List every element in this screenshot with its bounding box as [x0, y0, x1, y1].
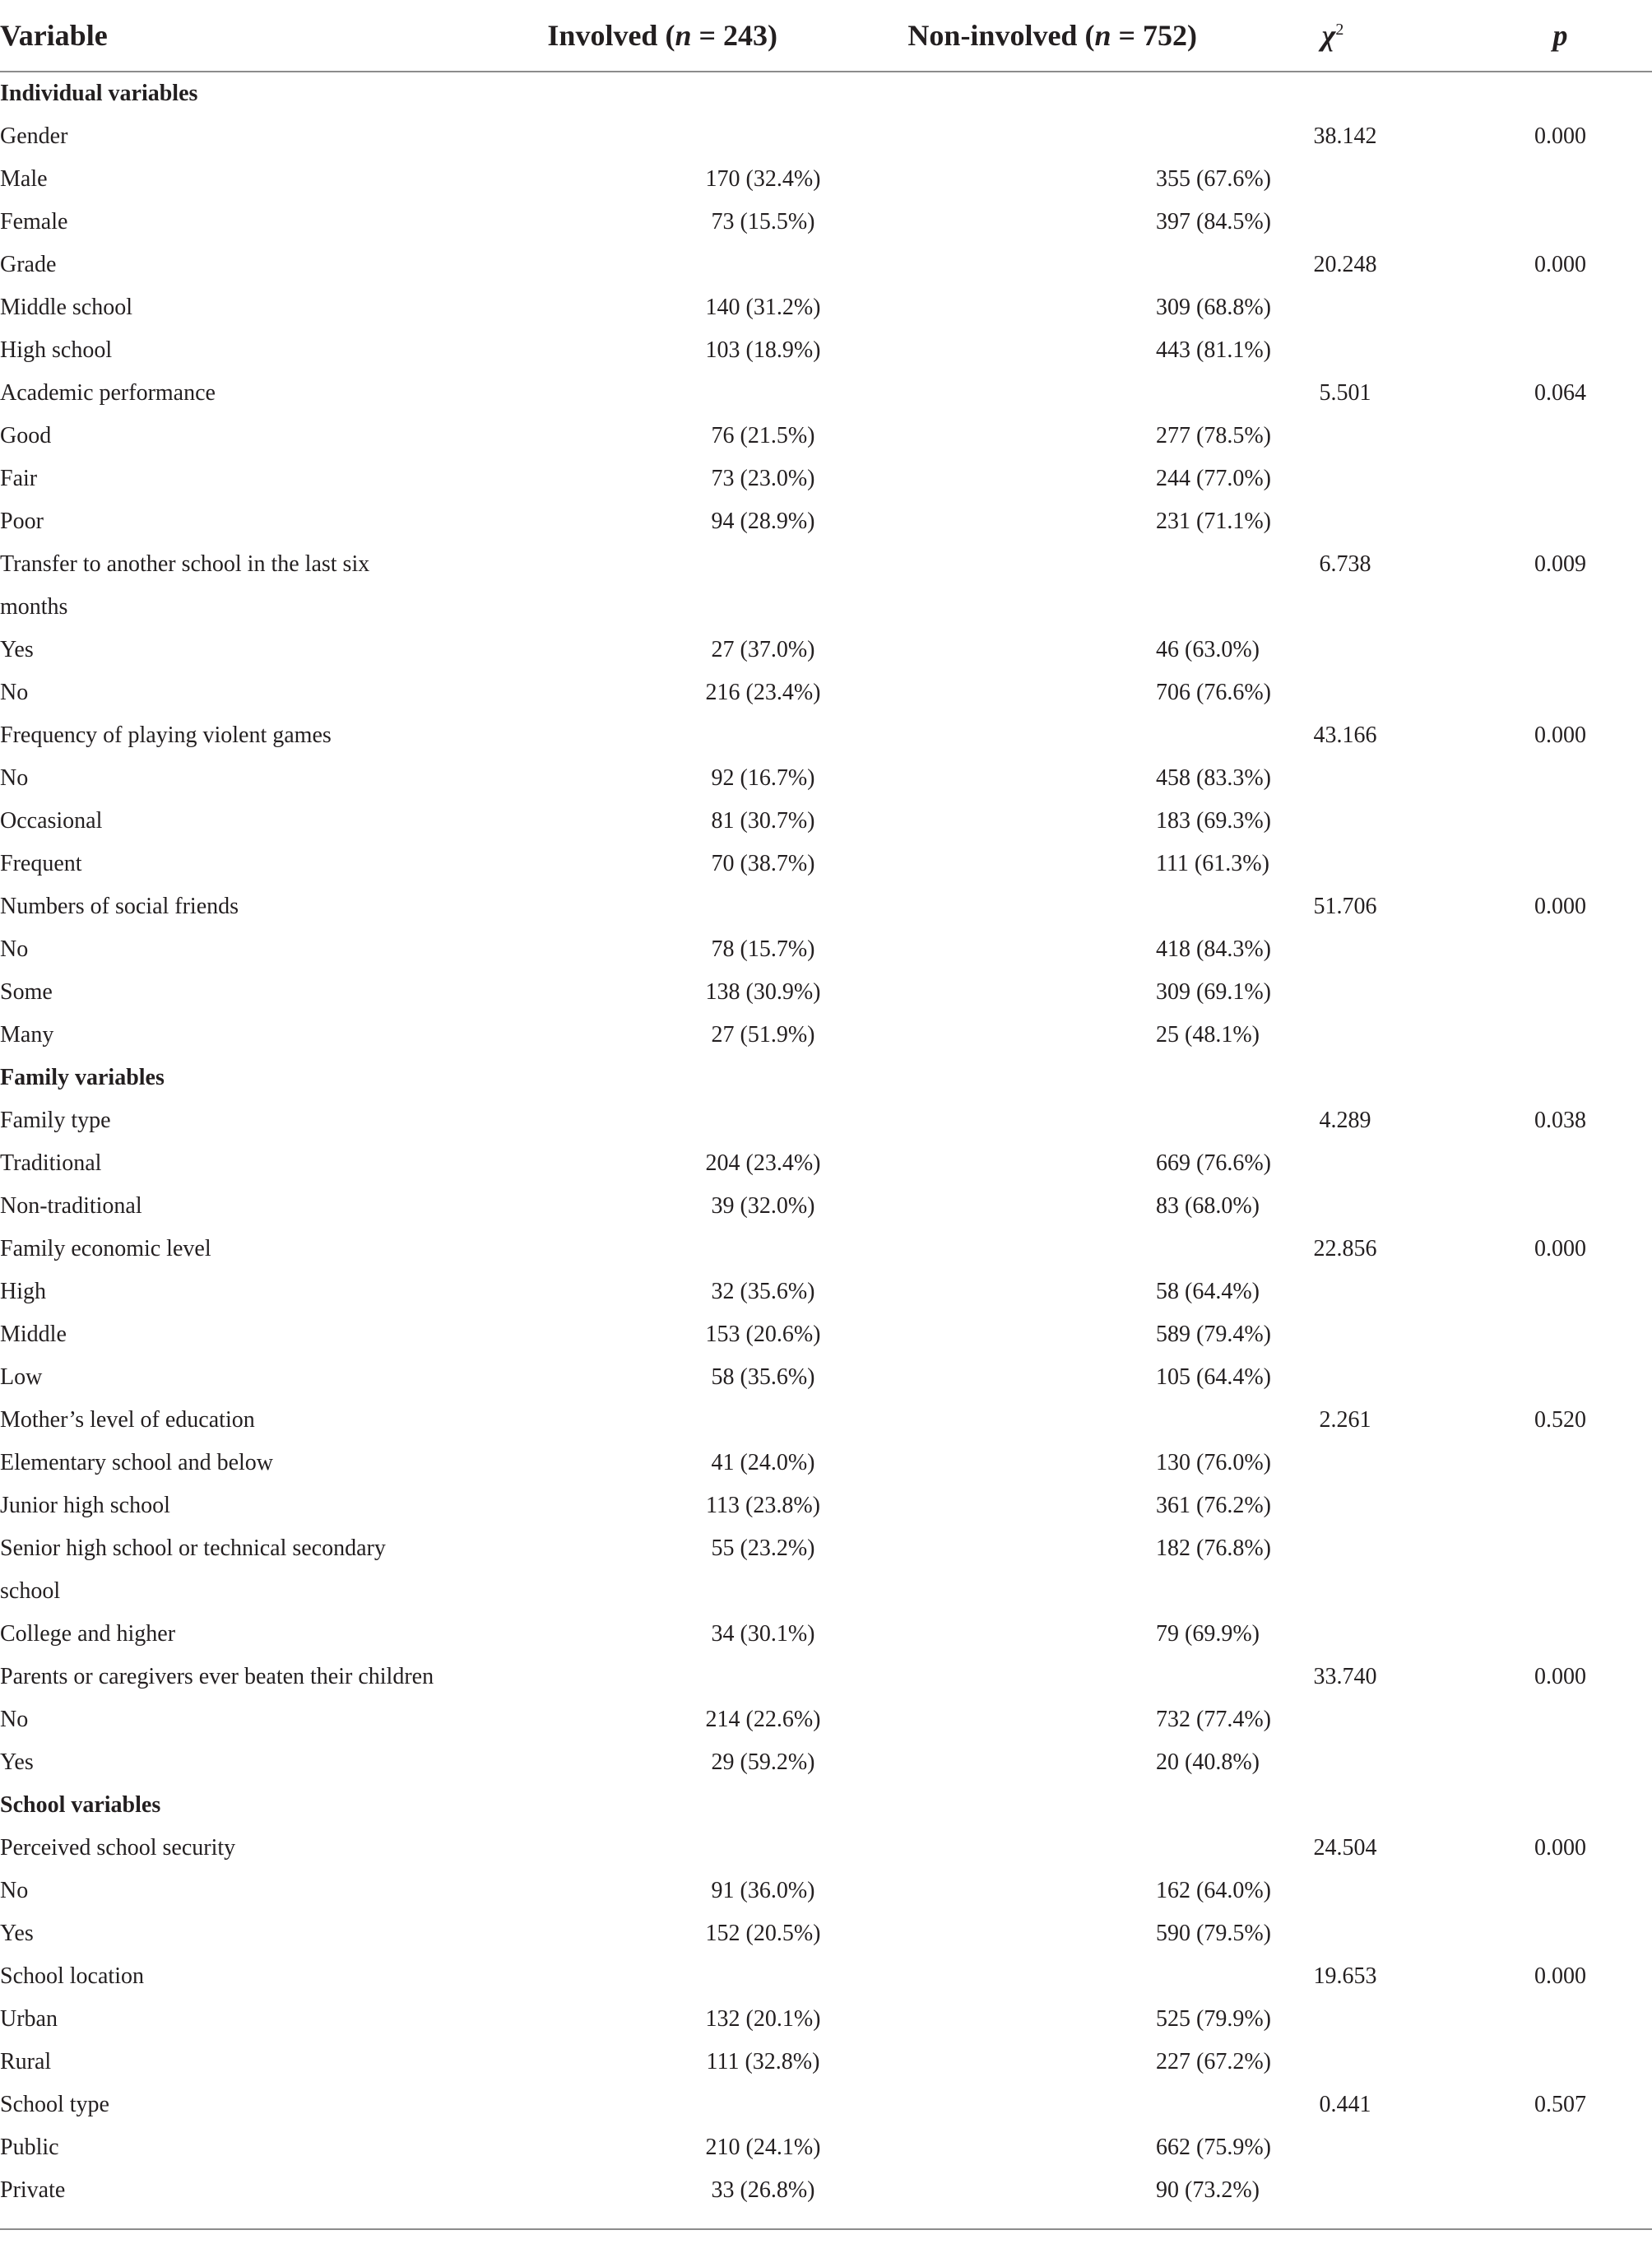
cell-chi-square: 51.706 [1313, 894, 1377, 919]
cell-p-value [1436, 928, 1652, 971]
cell-variable: Fair [0, 466, 38, 491]
cell-involved: 73 (23.0%) [711, 466, 815, 491]
cell-involved [461, 543, 868, 586]
cell-involved: 204 (23.4%) [705, 1150, 821, 1176]
cell-involved [461, 372, 868, 415]
cell-involved [461, 1827, 868, 1870]
cell-p-value [1436, 1613, 1652, 1656]
cell-variable: Frequency of playing violent games [0, 722, 332, 748]
cell-noninvolved: 418 (84.3%) [1156, 936, 1271, 962]
header-involved-label: Involved ( [547, 19, 675, 52]
cell-variable: Rural [0, 2049, 52, 2074]
cell-noninvolved: 355 (67.6%) [1156, 166, 1271, 192]
cell-chi-square [1197, 586, 1436, 629]
cell-variable: High [0, 1279, 46, 1304]
cell-p-value [1436, 286, 1652, 329]
table-row [0, 629, 1652, 671]
table-row [0, 286, 1652, 329]
cell-variable: Frequent [0, 851, 82, 876]
cell-variable: Parents or caregivers ever beaten their children [0, 1664, 434, 1689]
section-header-row [0, 1784, 1652, 1827]
table-bottom-rule [0, 2228, 1652, 2230]
cell-noninvolved [868, 1399, 1197, 1442]
table-row [0, 1998, 1652, 2041]
table-row [0, 1827, 1652, 1870]
cell-variable: No [0, 765, 29, 791]
table-row [0, 372, 1652, 415]
cell-p-value: 0.000 [1534, 722, 1586, 748]
cell-variable: Gender [0, 123, 68, 149]
cell-noninvolved: 83 (68.0%) [1156, 1193, 1260, 1219]
cell-involved: 113 (23.8%) [706, 1493, 820, 1518]
cell-p-value [1436, 1271, 1652, 1313]
cell-involved: 41 (24.0%) [711, 1450, 815, 1475]
cell-involved: 132 (20.1%) [705, 2006, 821, 2032]
cell-p-value [1436, 72, 1652, 115]
cell-involved [461, 1057, 868, 1099]
cell-noninvolved [868, 1827, 1197, 1870]
cell-chi-square [1197, 1784, 1436, 1827]
cell-noninvolved: 589 (79.4%) [1156, 1322, 1271, 1347]
cell-involved: 103 (18.9%) [705, 337, 821, 363]
cell-p-value: 0.064 [1534, 380, 1586, 406]
cell-chi-square: 38.142 [1313, 123, 1377, 149]
cell-involved [461, 586, 868, 629]
cell-p-value: 0.000 [1534, 123, 1586, 149]
cell-p-value [1436, 1698, 1652, 1741]
cell-p-value [1436, 2126, 1652, 2169]
cell-variable: No [0, 936, 29, 962]
cell-involved: 70 (38.7%) [711, 851, 815, 876]
cell-p-value [1436, 415, 1652, 458]
header-variable: Variable [0, 0, 461, 72]
cell-noninvolved: 277 (78.5%) [1156, 423, 1271, 448]
cell-involved: 214 (22.6%) [705, 1707, 821, 1732]
cell-variable: School location [0, 1963, 144, 1989]
cell-variable: Grade [0, 252, 57, 277]
cell-noninvolved [868, 714, 1197, 757]
cell-variable: Good [0, 423, 52, 448]
cell-variable: Male [0, 166, 48, 192]
cell-involved: 138 (30.9%) [705, 979, 821, 1005]
cell-p-value: 0.038 [1534, 1108, 1586, 1133]
cell-variable: Individual variables [0, 81, 198, 106]
cell-involved [461, 2084, 868, 2126]
cell-noninvolved: 231 (71.1%) [1156, 509, 1271, 534]
cell-involved: 216 (23.4%) [705, 680, 821, 705]
cell-involved [461, 1784, 868, 1827]
table-row [0, 1912, 1652, 1955]
cell-chi-square: 19.653 [1313, 1963, 1377, 1989]
header-involved-count: = 243) [691, 19, 777, 52]
cell-variable: Occasional [0, 808, 103, 834]
cell-noninvolved: 361 (76.2%) [1156, 1493, 1271, 1518]
cell-noninvolved: 58 (64.4%) [1156, 1279, 1260, 1304]
cell-variable: Perceived school security [0, 1835, 236, 1861]
table-row [0, 2041, 1652, 2084]
cell-p-value [1436, 1998, 1652, 2041]
cell-chi-square: 6.738 [1319, 551, 1371, 577]
cell-involved [461, 885, 868, 928]
table-row [0, 1014, 1652, 1057]
cell-variable: Family variables [0, 1065, 165, 1090]
header-p-value [1436, 0, 1652, 72]
cell-noninvolved [868, 1057, 1197, 1099]
cell-noninvolved: 20 (40.8%) [1156, 1749, 1260, 1775]
cell-chi-square [1197, 72, 1436, 115]
cell-noninvolved: 309 (69.1%) [1156, 979, 1271, 1005]
cell-variable: High school [0, 337, 113, 363]
cell-p-value [1436, 500, 1652, 543]
cell-involved [461, 72, 868, 115]
cell-noninvolved: 732 (77.4%) [1156, 1707, 1271, 1732]
table-row [0, 1484, 1652, 1527]
cell-involved [461, 1656, 868, 1698]
cell-p-value [1436, 1484, 1652, 1527]
header-involved-n: n [675, 19, 692, 52]
cell-involved: 81 (30.7%) [711, 808, 815, 834]
cell-p-value [1436, 1870, 1652, 1912]
cell-noninvolved: 309 (68.8%) [1156, 295, 1271, 320]
cell-involved: 140 (31.2%) [705, 295, 821, 320]
cell-variable: Some [0, 979, 53, 1005]
table-row [0, 1527, 1652, 1570]
cell-noninvolved [868, 72, 1197, 115]
cell-involved: 92 (16.7%) [711, 765, 815, 791]
cell-variable: Poor [0, 509, 44, 534]
header-noninvolved-label: Non-involved ( [907, 19, 1095, 52]
cell-variable: Mother’s level of education [0, 1407, 255, 1433]
cell-involved [461, 1099, 868, 1142]
cell-involved: 58 (35.6%) [711, 1364, 815, 1390]
table-row [0, 928, 1652, 971]
cell-noninvolved: 244 (77.0%) [1156, 466, 1271, 491]
cell-variable: Middle [0, 1322, 67, 1347]
cell-involved [461, 1570, 868, 1613]
section-header-row [0, 72, 1652, 115]
cell-noninvolved [868, 1228, 1197, 1271]
table-row [0, 158, 1652, 201]
cell-variable: months [0, 594, 68, 620]
cell-variable: Female [0, 209, 68, 235]
cell-noninvolved: 590 (79.5%) [1156, 1921, 1271, 1946]
cell-noninvolved: 162 (64.0%) [1156, 1878, 1271, 1903]
table-row [0, 1870, 1652, 1912]
cell-p-value [1436, 1057, 1652, 1099]
cell-p-value [1436, 1912, 1652, 1955]
cell-involved: 33 (26.8%) [711, 2177, 815, 2203]
cell-p-value: 0.000 [1534, 252, 1586, 277]
cell-variable: Family type [0, 1108, 111, 1133]
cell-noninvolved [868, 1099, 1197, 1142]
cell-variable: Numbers of social friends [0, 894, 239, 919]
table-row [0, 458, 1652, 500]
cell-noninvolved [868, 115, 1197, 158]
cell-chi-square: 4.289 [1319, 1108, 1371, 1133]
cell-involved: 34 (30.1%) [711, 1621, 815, 1647]
table-row [0, 1271, 1652, 1313]
cell-chi-square: 24.504 [1313, 1835, 1377, 1861]
cell-variable: College and higher [0, 1621, 176, 1647]
cell-involved: 32 (35.6%) [711, 1279, 815, 1304]
cell-involved: 55 (23.2%) [711, 1535, 815, 1561]
cell-involved [461, 1955, 868, 1998]
cell-p-value [1436, 201, 1652, 244]
table-row [0, 1142, 1652, 1185]
table-row [0, 586, 1652, 629]
table-row [0, 714, 1652, 757]
cell-p-value: 0.000 [1534, 1236, 1586, 1261]
table-row [0, 1570, 1652, 1613]
cell-p-value [1436, 2041, 1652, 2084]
table-row [0, 1399, 1652, 1442]
cell-noninvolved [868, 372, 1197, 415]
cell-noninvolved: 662 (75.9%) [1156, 2135, 1271, 2160]
table-row [0, 415, 1652, 458]
cell-p-value [1436, 757, 1652, 800]
cell-p-value: 0.507 [1534, 2092, 1586, 2117]
cell-involved: 27 (51.9%) [711, 1022, 815, 1048]
table-row [0, 1613, 1652, 1656]
table-row [0, 1356, 1652, 1399]
cell-involved: 152 (20.5%) [705, 1921, 821, 1946]
cell-p-value [1436, 1527, 1652, 1570]
cell-involved [461, 1399, 868, 1442]
cell-noninvolved: 397 (84.5%) [1156, 209, 1271, 235]
cell-variable: Low [0, 1364, 43, 1390]
cell-p-value [1436, 1442, 1652, 1484]
cell-p-value: 0.000 [1534, 894, 1586, 919]
cell-chi-square: 43.166 [1313, 722, 1377, 748]
cell-noninvolved [868, 1784, 1197, 1827]
cell-chi-square: 0.441 [1319, 2092, 1371, 2117]
cell-chi-square: 5.501 [1319, 380, 1371, 406]
table-row [0, 2084, 1652, 2126]
cell-noninvolved [868, 885, 1197, 928]
cell-p-value [1436, 1185, 1652, 1228]
cell-variable: Yes [0, 1921, 34, 1946]
cell-p-value [1436, 1142, 1652, 1185]
cell-p-value [1436, 1570, 1652, 1613]
table-row [0, 671, 1652, 714]
cell-p-value [1436, 586, 1652, 629]
cell-involved: 210 (24.1%) [705, 2135, 821, 2160]
cell-noninvolved [868, 586, 1197, 629]
table-row [0, 1741, 1652, 1784]
cell-chi-square: 33.740 [1313, 1664, 1377, 1689]
cell-p-value: 0.000 [1534, 1963, 1586, 1989]
cell-involved: 153 (20.6%) [705, 1322, 821, 1347]
cell-noninvolved: 105 (64.4%) [1156, 1364, 1271, 1390]
cell-involved: 29 (59.2%) [711, 1749, 815, 1775]
cell-noninvolved [868, 543, 1197, 586]
cell-chi-square: 20.248 [1313, 252, 1377, 277]
cell-p-value: 0.009 [1534, 551, 1586, 577]
cell-variable: No [0, 1707, 29, 1732]
table-row [0, 800, 1652, 843]
cell-noninvolved: 46 (63.0%) [1156, 637, 1260, 662]
header-p-symbol: p [1552, 19, 1568, 52]
table-row [0, 115, 1652, 158]
cell-noninvolved: 183 (69.3%) [1156, 808, 1271, 834]
cell-variable: Transfer to another school in the last six [0, 551, 370, 577]
cell-noninvolved: 25 (48.1%) [1156, 1022, 1260, 1048]
cell-variable: School variables [0, 1792, 161, 1818]
cell-involved: 94 (28.9%) [711, 509, 815, 534]
cell-p-value: 0.520 [1534, 1407, 1586, 1433]
cell-p-value [1436, 629, 1652, 671]
cell-p-value [1436, 971, 1652, 1014]
cell-p-value: 0.000 [1534, 1664, 1586, 1689]
cell-involved [461, 714, 868, 757]
cell-chi-square [1197, 1057, 1436, 1099]
cell-variable: Family economic level [0, 1236, 211, 1261]
table-header-row [0, 0, 1652, 72]
cell-involved: 78 (15.7%) [711, 936, 815, 962]
table-row [0, 500, 1652, 543]
table-row [0, 244, 1652, 286]
cell-p-value [1436, 458, 1652, 500]
table-row [0, 757, 1652, 800]
cell-involved: 73 (15.5%) [711, 209, 815, 235]
cell-variable: Academic performance [0, 380, 216, 406]
section-header-row [0, 1057, 1652, 1099]
cell-noninvolved: 458 (83.3%) [1156, 765, 1271, 791]
cell-p-value [1436, 329, 1652, 372]
header-involved [461, 0, 868, 72]
cell-noninvolved: 182 (76.8%) [1156, 1535, 1271, 1561]
cell-p-value [1436, 671, 1652, 714]
table-row [0, 885, 1652, 928]
table-row [0, 543, 1652, 586]
cell-p-value [1436, 843, 1652, 885]
cell-noninvolved: 706 (76.6%) [1156, 680, 1271, 705]
cell-noninvolved [868, 2084, 1197, 2126]
cell-noninvolved [868, 244, 1197, 286]
cell-chi-square: 2.261 [1319, 1407, 1371, 1433]
header-noninvolved [868, 0, 1197, 72]
cell-noninvolved: 525 (79.9%) [1156, 2006, 1271, 2032]
table-row [0, 971, 1652, 1014]
cell-involved: 91 (36.0%) [711, 1878, 815, 1903]
cell-chi-square [1197, 1570, 1436, 1613]
cell-p-value [1436, 1313, 1652, 1356]
table-row [0, 1442, 1652, 1484]
cell-variable: Senior high school or technical secondary [0, 1535, 386, 1561]
header-noninvolved-count: = 752) [1111, 19, 1197, 52]
header-chi-square [1197, 0, 1436, 72]
cell-involved: 27 (37.0%) [711, 637, 815, 662]
cell-involved [461, 244, 868, 286]
cell-p-value [1436, 800, 1652, 843]
cell-variable: Yes [0, 1749, 34, 1775]
cell-p-value [1436, 1014, 1652, 1057]
cell-p-value [1436, 1356, 1652, 1399]
table-row [0, 2169, 1652, 2212]
cell-noninvolved [868, 1656, 1197, 1698]
cell-noninvolved: 79 (69.9%) [1156, 1621, 1260, 1647]
cell-variable: Elementary school and below [0, 1450, 274, 1475]
header-noninvolved-n: n [1094, 19, 1111, 52]
cell-involved: 76 (21.5%) [711, 423, 815, 448]
cell-involved: 39 (32.0%) [711, 1193, 815, 1219]
table-row [0, 2126, 1652, 2169]
table-row [0, 1955, 1652, 1998]
cell-variable: Non-traditional [0, 1193, 142, 1219]
cell-variable: Urban [0, 2006, 58, 2032]
cell-variable: Middle school [0, 295, 132, 320]
cell-involved [461, 1228, 868, 1271]
cell-noninvolved: 130 (76.0%) [1156, 1450, 1271, 1475]
cell-variable: No [0, 1878, 29, 1903]
cell-noninvolved: 227 (67.2%) [1156, 2049, 1271, 2074]
table-body [0, 72, 1652, 2212]
cell-variable: Traditional [0, 1150, 102, 1176]
cell-p-value [1436, 2169, 1652, 2212]
cell-involved: 111 (32.8%) [706, 2049, 820, 2074]
cell-p-value [1436, 158, 1652, 201]
cell-noninvolved: 90 (73.2%) [1156, 2177, 1260, 2203]
cell-p-value [1436, 1741, 1652, 1784]
table-row [0, 1185, 1652, 1228]
table-row [0, 1313, 1652, 1356]
cell-variable: Junior high school [0, 1493, 170, 1518]
cell-p-value [1436, 1784, 1652, 1827]
table-row [0, 1099, 1652, 1142]
cell-variable: School type [0, 2092, 109, 2117]
cell-p-value: 0.000 [1534, 1835, 1586, 1861]
cell-noninvolved [868, 1955, 1197, 1998]
cell-variable: Private [0, 2177, 66, 2203]
table-row [0, 201, 1652, 244]
cell-variable: Yes [0, 637, 34, 662]
cell-noninvolved: 443 (81.1%) [1156, 337, 1271, 363]
cell-noninvolved [868, 1570, 1197, 1613]
cell-variable: Many [0, 1022, 54, 1048]
cell-noninvolved: 669 (76.6%) [1156, 1150, 1271, 1176]
cell-chi-square: 22.856 [1313, 1236, 1377, 1261]
cell-variable: school [0, 1578, 61, 1604]
table-row [0, 843, 1652, 885]
cell-involved: 170 (32.4%) [705, 166, 821, 192]
table-row [0, 1656, 1652, 1698]
table-row [0, 1698, 1652, 1741]
header-chi-symbol: χ [1321, 19, 1336, 52]
header-chi-superscript: 2 [1335, 21, 1344, 39]
cell-involved [461, 115, 868, 158]
cell-variable: Public [0, 2135, 59, 2160]
table-row [0, 1228, 1652, 1271]
cell-noninvolved: 111 (61.3%) [1156, 851, 1269, 876]
table-row [0, 329, 1652, 372]
cell-variable: No [0, 680, 29, 705]
